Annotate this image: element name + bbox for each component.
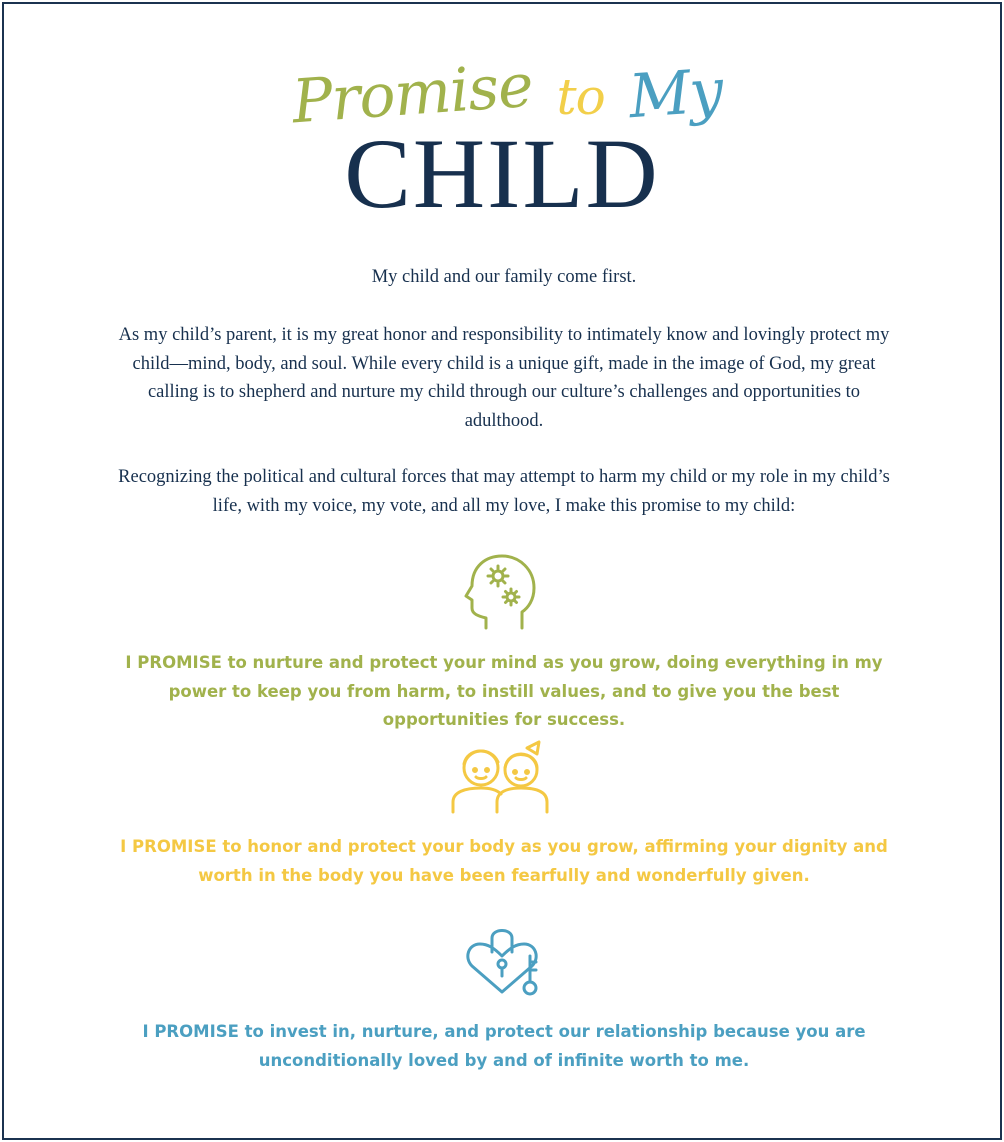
title-child: CHILD: [344, 118, 660, 229]
title-word-my: My: [626, 55, 725, 133]
intro-paragraph-1: My child and our family come first.: [371, 267, 637, 287]
promise-body: I PROMISE to honor and protect your body as you grow, affirming your dignity and worth in the body you have been fearfully and wonderfully given.: [120, 837, 888, 885]
title-word-promise: Promise: [289, 50, 535, 138]
heart-lock-key-icon: [4, 922, 1000, 1007]
intro-paragraph-3: Recognizing the political and cultural forces that may attempt to harm my child or my role in my child’s life, with my voice, my vote, and all my love, I make this promise to my child:: [118, 467, 890, 516]
title-script: [14, 50, 1000, 138]
promise-relationship: I PROMISE to invest in, nurture, and protect our relationship because you are unconditionally loved by and of infinite worth to me.: [142, 1022, 866, 1070]
pledge-card: [2, 2, 1002, 1140]
head-gears-icon: [4, 552, 1000, 637]
children-icon: [4, 734, 1000, 819]
title-word-to: to: [556, 68, 605, 126]
intro-paragraph-2: As my child’s parent, it is my great honor and responsibility to intimately know and lovingly protect my child—mind, body, and soul. While every child is a unique gift, made in the image of God, my great calling is to shepherd and nurture my child through our culture’s challenges and opportunities to adulthood.: [118, 325, 890, 431]
promise-mind: I PROMISE to nurture and protect your mind as you grow, doing everything in my power to keep you from harm, to instill values, and to give you the best opportunities for success.: [125, 653, 883, 729]
pledge-title: [4, 50, 1000, 229]
